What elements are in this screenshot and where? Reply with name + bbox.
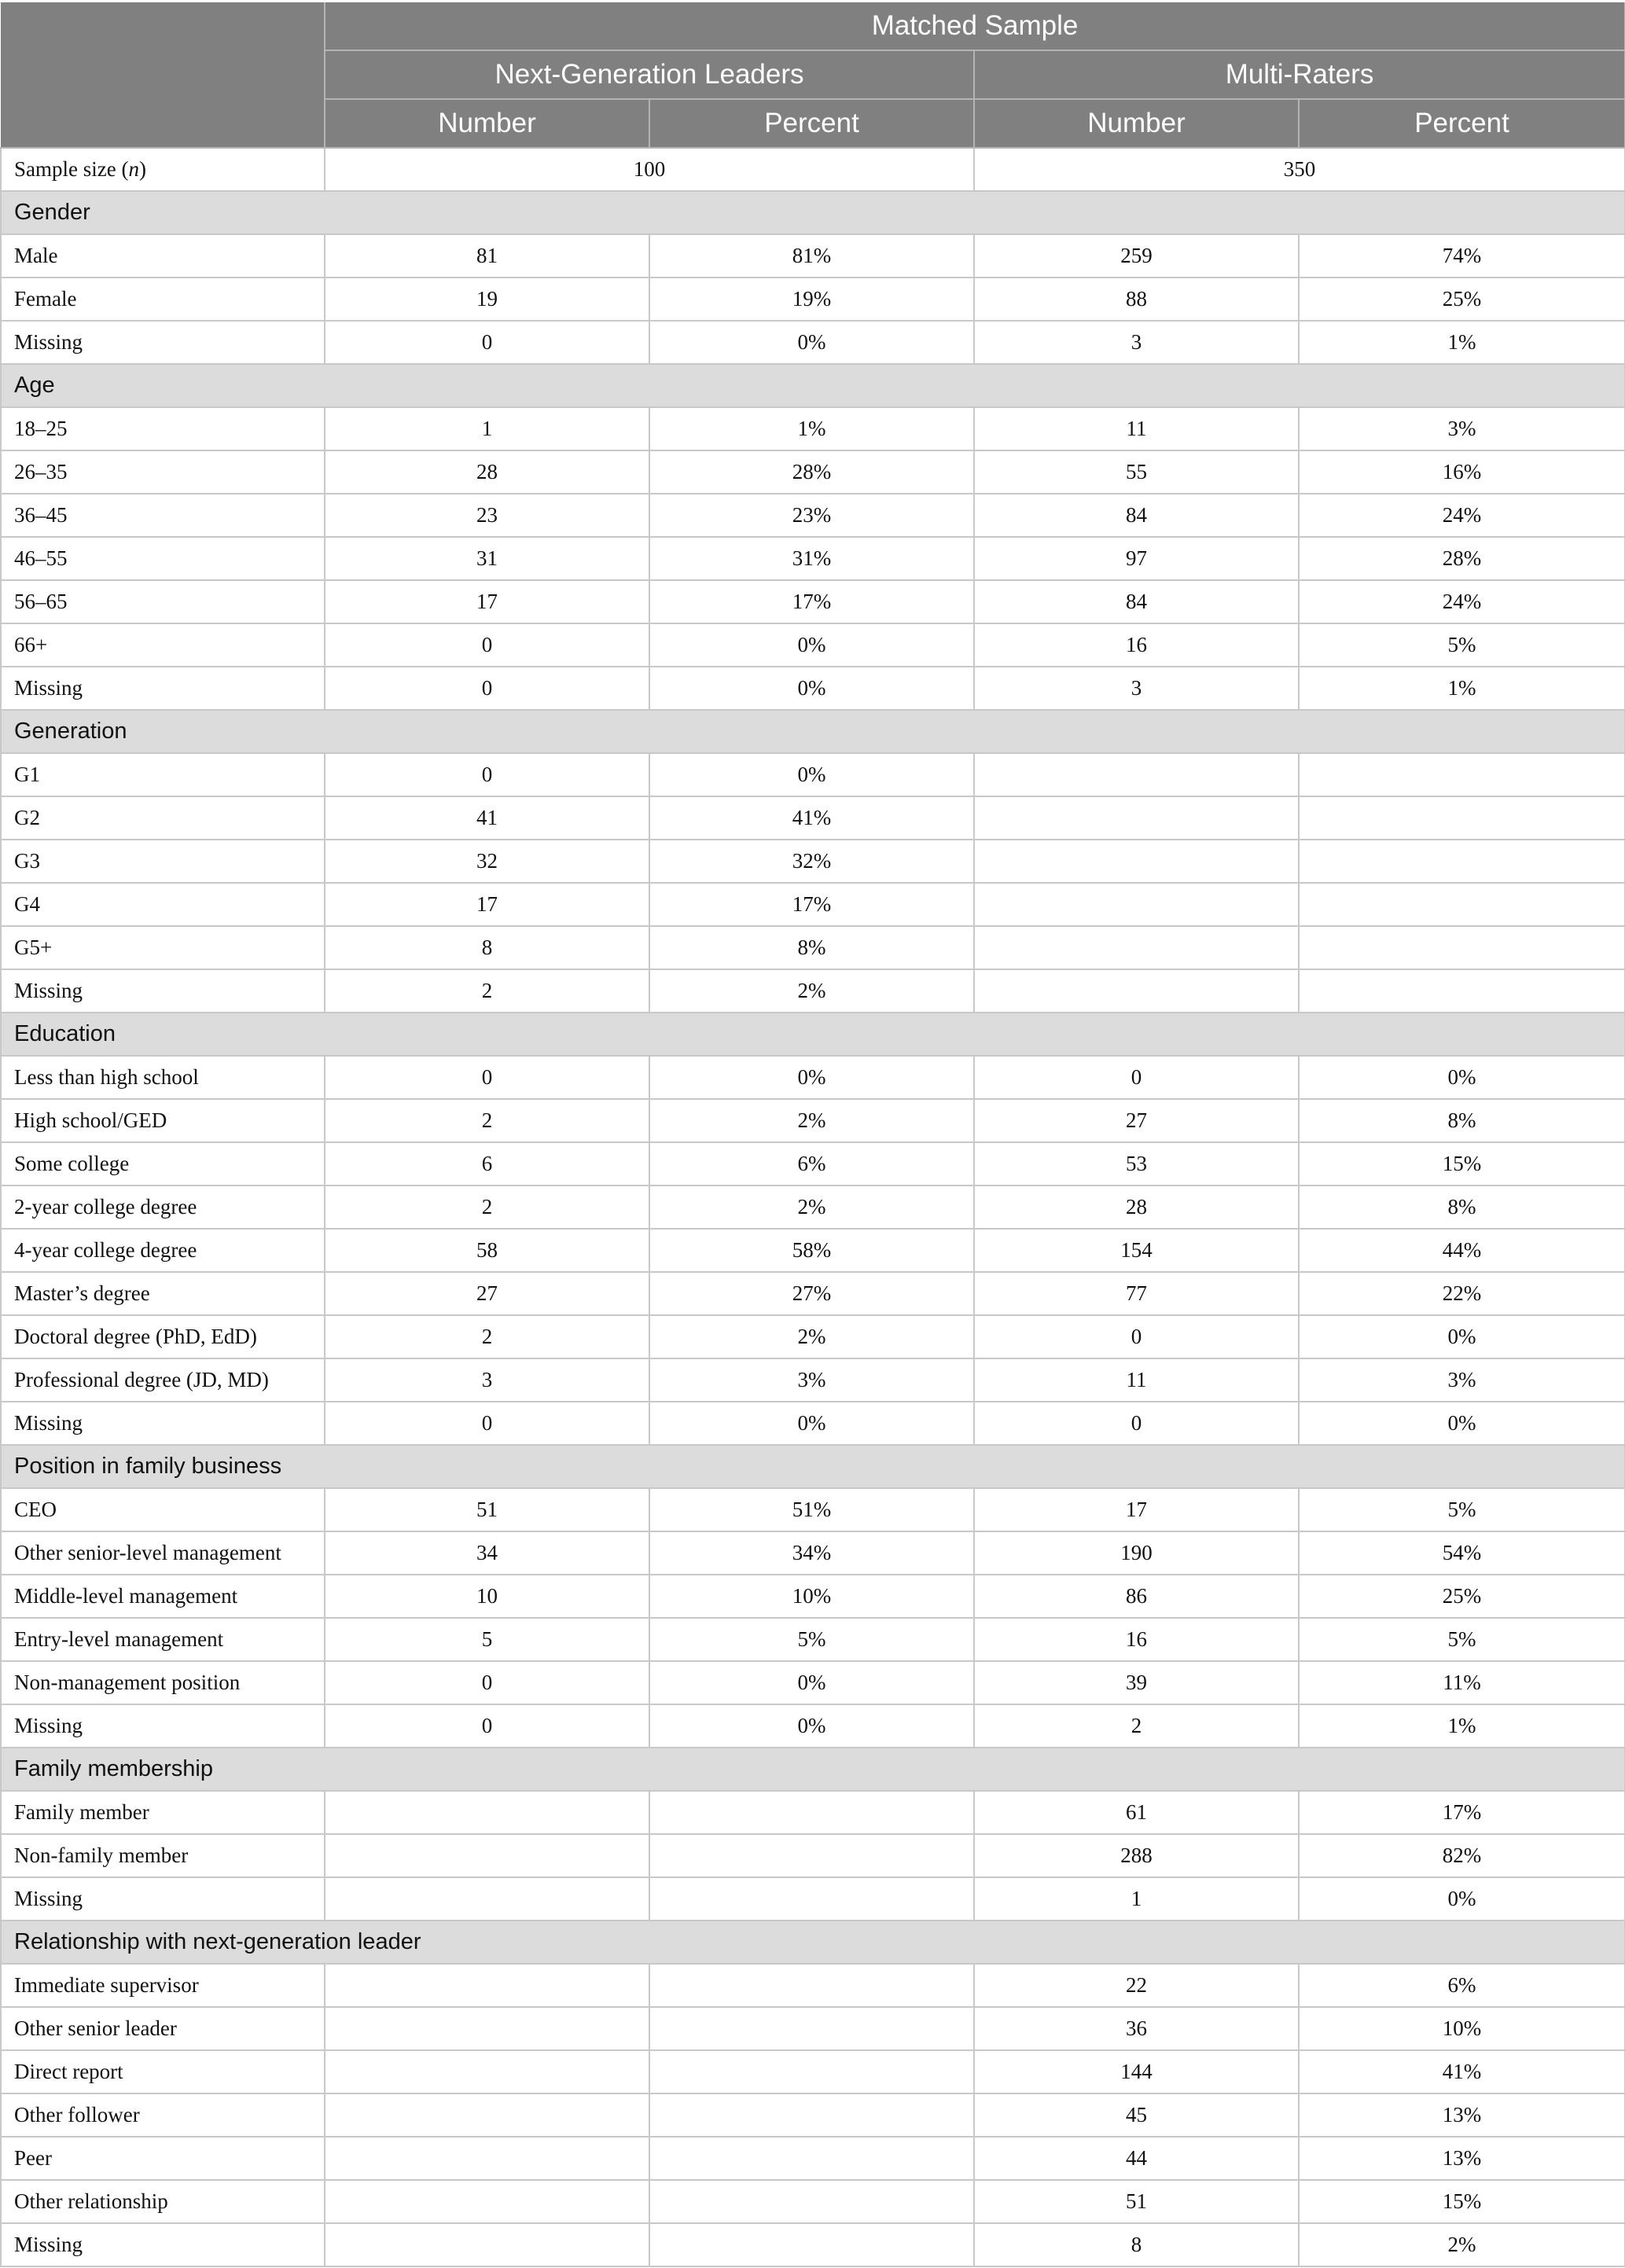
raters-number-cell: 86 bbox=[974, 1575, 1299, 1618]
raters-number-cell: 51 bbox=[974, 2180, 1299, 2223]
row-label: Non-management position bbox=[1, 1661, 325, 1704]
raters-number-cell: 84 bbox=[974, 494, 1299, 537]
leaders-percent-cell bbox=[649, 2180, 974, 2223]
row-label: G4 bbox=[1, 883, 325, 926]
table-row bbox=[1, 1964, 1625, 2007]
raters-percent-cell: 10% bbox=[1299, 2007, 1625, 2050]
raters-percent-cell: 17% bbox=[1299, 1791, 1625, 1834]
leaders-percent-cell: 2% bbox=[649, 969, 974, 1013]
raters-number-cell bbox=[974, 796, 1299, 840]
leaders-percent-cell: 2% bbox=[649, 1315, 974, 1358]
table-row bbox=[1, 1661, 1625, 1704]
row-label: Doctoral degree (PhD, EdD) bbox=[1, 1315, 325, 1358]
raters-number-cell: 288 bbox=[974, 1834, 1299, 1877]
raters-number-cell: 11 bbox=[974, 1358, 1299, 1402]
raters-number-cell bbox=[974, 840, 1299, 883]
table-row bbox=[1, 494, 1625, 537]
sample-size-n: n bbox=[128, 157, 139, 181]
raters-percent-cell: 1% bbox=[1299, 1704, 1625, 1748]
raters-number-cell: 53 bbox=[974, 1142, 1299, 1185]
leaders-percent-cell: 0% bbox=[649, 1402, 974, 1445]
sample-size-label bbox=[1, 148, 325, 191]
raters-percent-cell: 15% bbox=[1299, 1142, 1625, 1185]
row-label: Other follower bbox=[1, 2093, 325, 2137]
raters-number-cell: 84 bbox=[974, 580, 1299, 623]
table-row bbox=[1, 2223, 1625, 2266]
section-header-row bbox=[1, 1748, 1625, 1791]
raters-percent-cell: 5% bbox=[1299, 1618, 1625, 1661]
leaders-number-cell: 32 bbox=[325, 840, 649, 883]
leaders-number-cell: 10 bbox=[325, 1575, 649, 1618]
leaders-percent-cell: 41% bbox=[649, 796, 974, 840]
leaders-percent-cell: 1% bbox=[649, 407, 974, 450]
section-title: Age bbox=[1, 364, 1625, 407]
raters-percent-cell: 41% bbox=[1299, 2050, 1625, 2093]
leaders-percent-cell: 31% bbox=[649, 537, 974, 580]
leaders-number-cell: 58 bbox=[325, 1229, 649, 1272]
row-label: Missing bbox=[1, 1877, 325, 1921]
raters-number-cell: 45 bbox=[974, 2093, 1299, 2137]
section-header-row bbox=[1, 1013, 1625, 1056]
section-title: Gender bbox=[1, 191, 1625, 234]
row-label: Some college bbox=[1, 1142, 325, 1185]
raters-percent-cell: 0% bbox=[1299, 1877, 1625, 1921]
raters-percent-cell: 44% bbox=[1299, 1229, 1625, 1272]
leaders-percent-cell: 2% bbox=[649, 1099, 974, 1142]
row-label: 66+ bbox=[1, 623, 325, 667]
section-title: Generation bbox=[1, 710, 1625, 753]
raters-percent-cell: 13% bbox=[1299, 2137, 1625, 2180]
leaders-percent-cell: 0% bbox=[649, 1056, 974, 1099]
raters-percent-cell: 16% bbox=[1299, 450, 1625, 494]
row-label: High school/GED bbox=[1, 1099, 325, 1142]
raters-percent-cell: 15% bbox=[1299, 2180, 1625, 2223]
table-row bbox=[1, 667, 1625, 710]
header-leaders-percent: Percent bbox=[649, 99, 974, 148]
table-row bbox=[1, 1834, 1625, 1877]
raters-percent-cell: 0% bbox=[1299, 1315, 1625, 1358]
leaders-number-cell: 6 bbox=[325, 1142, 649, 1185]
row-label: Middle-level management bbox=[1, 1575, 325, 1618]
section-title: Position in family business bbox=[1, 1445, 1625, 1488]
row-label: Missing bbox=[1, 1402, 325, 1445]
leaders-percent-cell: 81% bbox=[649, 234, 974, 278]
raters-number-cell: 28 bbox=[974, 1185, 1299, 1229]
raters-percent-cell: 8% bbox=[1299, 1185, 1625, 1229]
leaders-number-cell: 1 bbox=[325, 407, 649, 450]
leaders-number-cell: 0 bbox=[325, 321, 649, 364]
table-row bbox=[1, 1099, 1625, 1142]
raters-percent-cell: 24% bbox=[1299, 580, 1625, 623]
raters-percent-cell: 6% bbox=[1299, 1964, 1625, 2007]
row-label: 26–35 bbox=[1, 450, 325, 494]
leaders-number-cell: 0 bbox=[325, 1704, 649, 1748]
raters-percent-cell: 82% bbox=[1299, 1834, 1625, 1877]
raters-number-cell: 77 bbox=[974, 1272, 1299, 1315]
raters-number-cell: 44 bbox=[974, 2137, 1299, 2180]
table-row bbox=[1, 1531, 1625, 1575]
row-label: Missing bbox=[1, 667, 325, 710]
table-row bbox=[1, 234, 1625, 278]
leaders-percent-cell bbox=[649, 1791, 974, 1834]
raters-number-cell: 11 bbox=[974, 407, 1299, 450]
leaders-percent-cell: 17% bbox=[649, 580, 974, 623]
table-row bbox=[1, 2050, 1625, 2093]
leaders-percent-cell: 32% bbox=[649, 840, 974, 883]
raters-number-cell: 3 bbox=[974, 667, 1299, 710]
raters-number-cell: 190 bbox=[974, 1531, 1299, 1575]
header-leaders-number: Number bbox=[325, 99, 649, 148]
leaders-number-cell: 51 bbox=[325, 1488, 649, 1531]
leaders-percent-cell: 0% bbox=[649, 623, 974, 667]
table-row bbox=[1, 278, 1625, 321]
row-label: Master’s degree bbox=[1, 1272, 325, 1315]
raters-number-cell: 2 bbox=[974, 1704, 1299, 1748]
raters-percent-cell: 28% bbox=[1299, 537, 1625, 580]
leaders-percent-cell bbox=[649, 2093, 974, 2137]
raters-number-cell: 27 bbox=[974, 1099, 1299, 1142]
raters-percent-cell: 25% bbox=[1299, 1575, 1625, 1618]
leaders-number-cell: 23 bbox=[325, 494, 649, 537]
table-row bbox=[1, 840, 1625, 883]
table-row bbox=[1, 2180, 1625, 2223]
leaders-percent-cell bbox=[649, 1877, 974, 1921]
leaders-number-cell: 0 bbox=[325, 753, 649, 796]
leaders-percent-cell: 0% bbox=[649, 1661, 974, 1704]
leaders-percent-cell bbox=[649, 2050, 974, 2093]
row-label: Non-family member bbox=[1, 1834, 325, 1877]
leaders-percent-cell bbox=[649, 2137, 974, 2180]
leaders-number-cell: 34 bbox=[325, 1531, 649, 1575]
row-label: Missing bbox=[1, 1704, 325, 1748]
leaders-number-cell bbox=[325, 2007, 649, 2050]
raters-number-cell: 259 bbox=[974, 234, 1299, 278]
table-row bbox=[1, 2093, 1625, 2137]
raters-percent-cell bbox=[1299, 926, 1625, 969]
leaders-number-cell: 31 bbox=[325, 537, 649, 580]
row-label: 56–65 bbox=[1, 580, 325, 623]
raters-percent-cell bbox=[1299, 969, 1625, 1013]
row-label: Female bbox=[1, 278, 325, 321]
leaders-number-cell bbox=[325, 1964, 649, 2007]
sample-size-prefix: Sample size ( bbox=[14, 157, 129, 181]
raters-number-cell: 8 bbox=[974, 2223, 1299, 2266]
table-row bbox=[1, 537, 1625, 580]
leaders-number-cell bbox=[325, 1834, 649, 1877]
header-multi-raters: Multi-Raters bbox=[974, 50, 1625, 99]
row-label: Male bbox=[1, 234, 325, 278]
header-matched-sample: Matched Sample bbox=[325, 2, 1625, 50]
leaders-number-cell: 2 bbox=[325, 1099, 649, 1142]
table-row bbox=[1, 926, 1625, 969]
raters-number-cell bbox=[974, 753, 1299, 796]
raters-number-cell: 61 bbox=[974, 1791, 1299, 1834]
row-label: Other senior leader bbox=[1, 2007, 325, 2050]
leaders-percent-cell: 3% bbox=[649, 1358, 974, 1402]
table-row bbox=[1, 883, 1625, 926]
table-row bbox=[1, 580, 1625, 623]
raters-percent-cell bbox=[1299, 796, 1625, 840]
row-label: G3 bbox=[1, 840, 325, 883]
leaders-number-cell bbox=[325, 2050, 649, 2093]
row-label: 4-year college degree bbox=[1, 1229, 325, 1272]
raters-percent-cell: 8% bbox=[1299, 1099, 1625, 1142]
leaders-percent-cell bbox=[649, 1834, 974, 1877]
sample-size-suffix: ) bbox=[138, 157, 146, 181]
leaders-number-cell: 2 bbox=[325, 1315, 649, 1358]
leaders-percent-cell bbox=[649, 2223, 974, 2266]
raters-number-cell: 88 bbox=[974, 278, 1299, 321]
raters-percent-cell: 54% bbox=[1299, 1531, 1625, 1575]
raters-percent-cell: 5% bbox=[1299, 1488, 1625, 1531]
leaders-number-cell: 17 bbox=[325, 580, 649, 623]
leaders-percent-cell: 51% bbox=[649, 1488, 974, 1531]
leaders-number-cell: 2 bbox=[325, 1185, 649, 1229]
table-row bbox=[1, 1402, 1625, 1445]
leaders-number-cell: 17 bbox=[325, 883, 649, 926]
raters-number-cell: 1 bbox=[974, 1877, 1299, 1921]
demographics-table bbox=[0, 2, 1625, 2267]
leaders-number-cell: 3 bbox=[325, 1358, 649, 1402]
leaders-percent-cell: 10% bbox=[649, 1575, 974, 1618]
leaders-number-cell: 2 bbox=[325, 969, 649, 1013]
section-title: Relationship with next-generation leader bbox=[1, 1921, 1625, 1964]
section-header-row bbox=[1, 191, 1625, 234]
leaders-number-cell bbox=[325, 2180, 649, 2223]
table-row bbox=[1, 407, 1625, 450]
raters-number-cell: 154 bbox=[974, 1229, 1299, 1272]
raters-number-cell bbox=[974, 926, 1299, 969]
leaders-number-cell: 8 bbox=[325, 926, 649, 969]
leaders-percent-cell: 6% bbox=[649, 1142, 974, 1185]
row-label: CEO bbox=[1, 1488, 325, 1531]
raters-percent-cell: 3% bbox=[1299, 1358, 1625, 1402]
row-label: Missing bbox=[1, 2223, 325, 2266]
leaders-percent-cell: 34% bbox=[649, 1531, 974, 1575]
table-row bbox=[1, 623, 1625, 667]
raters-percent-cell: 24% bbox=[1299, 494, 1625, 537]
leaders-percent-cell bbox=[649, 1964, 974, 2007]
leaders-number-cell bbox=[325, 2137, 649, 2180]
table-row bbox=[1, 1056, 1625, 1099]
leaders-number-cell: 0 bbox=[325, 1056, 649, 1099]
raters-percent-cell: 2% bbox=[1299, 2223, 1625, 2266]
raters-percent-cell: 1% bbox=[1299, 667, 1625, 710]
leaders-percent-cell: 5% bbox=[649, 1618, 974, 1661]
leaders-number-cell bbox=[325, 1791, 649, 1834]
section-title: Family membership bbox=[1, 1748, 1625, 1791]
row-label: Direct report bbox=[1, 2050, 325, 2093]
table-row bbox=[1, 1575, 1625, 1618]
leaders-number-cell: 19 bbox=[325, 278, 649, 321]
table-row bbox=[1, 1488, 1625, 1531]
raters-number-cell: 16 bbox=[974, 1618, 1299, 1661]
raters-percent-cell: 5% bbox=[1299, 623, 1625, 667]
table-row bbox=[1, 1618, 1625, 1661]
sample-size-raters: 350 bbox=[974, 148, 1625, 191]
leaders-number-cell: 0 bbox=[325, 1402, 649, 1445]
leaders-number-cell: 0 bbox=[325, 623, 649, 667]
table-row bbox=[1, 2137, 1625, 2180]
row-label: 36–45 bbox=[1, 494, 325, 537]
leaders-number-cell: 81 bbox=[325, 234, 649, 278]
raters-percent-cell bbox=[1299, 883, 1625, 926]
raters-percent-cell: 13% bbox=[1299, 2093, 1625, 2137]
table-row bbox=[1, 1358, 1625, 1402]
leaders-percent-cell: 0% bbox=[649, 321, 974, 364]
leaders-number-cell: 0 bbox=[325, 1661, 649, 1704]
header-stub bbox=[1, 2, 325, 148]
table-row bbox=[1, 753, 1625, 796]
leaders-percent-cell: 23% bbox=[649, 494, 974, 537]
table-row bbox=[1, 969, 1625, 1013]
raters-number-cell: 22 bbox=[974, 1964, 1299, 2007]
raters-percent-cell: 0% bbox=[1299, 1402, 1625, 1445]
raters-percent-cell: 74% bbox=[1299, 234, 1625, 278]
raters-percent-cell bbox=[1299, 753, 1625, 796]
table-row bbox=[1, 321, 1625, 364]
table-row bbox=[1, 796, 1625, 840]
row-label: Other senior-level management bbox=[1, 1531, 325, 1575]
raters-number-cell bbox=[974, 883, 1299, 926]
leaders-percent-cell: 27% bbox=[649, 1272, 974, 1315]
header-raters-number: Number bbox=[974, 99, 1299, 148]
raters-percent-cell: 3% bbox=[1299, 407, 1625, 450]
table-row bbox=[1, 1791, 1625, 1834]
leaders-number-cell bbox=[325, 1877, 649, 1921]
leaders-number-cell: 5 bbox=[325, 1618, 649, 1661]
section-header-row bbox=[1, 1921, 1625, 1964]
row-label: Less than high school bbox=[1, 1056, 325, 1099]
raters-number-cell: 0 bbox=[974, 1402, 1299, 1445]
row-label: Immediate supervisor bbox=[1, 1964, 325, 2007]
table-row bbox=[1, 450, 1625, 494]
row-label: 2-year college degree bbox=[1, 1185, 325, 1229]
row-label: G2 bbox=[1, 796, 325, 840]
row-label: Missing bbox=[1, 321, 325, 364]
table-row bbox=[1, 1877, 1625, 1921]
header-next-generation-leaders: Next-Generation Leaders bbox=[325, 50, 974, 99]
table-header bbox=[1, 2, 1625, 148]
leaders-percent-cell: 2% bbox=[649, 1185, 974, 1229]
table-row bbox=[1, 1704, 1625, 1748]
leaders-percent-cell: 0% bbox=[649, 1704, 974, 1748]
section-header-row bbox=[1, 364, 1625, 407]
leaders-number-cell: 0 bbox=[325, 667, 649, 710]
row-label: Other relationship bbox=[1, 2180, 325, 2223]
table-row bbox=[1, 1229, 1625, 1272]
raters-number-cell: 36 bbox=[974, 2007, 1299, 2050]
raters-percent-cell: 11% bbox=[1299, 1661, 1625, 1704]
table-body bbox=[1, 148, 1625, 2266]
leaders-percent-cell: 0% bbox=[649, 753, 974, 796]
raters-percent-cell: 22% bbox=[1299, 1272, 1625, 1315]
raters-percent-cell: 25% bbox=[1299, 278, 1625, 321]
table-row bbox=[1, 1142, 1625, 1185]
row-label: Peer bbox=[1, 2137, 325, 2180]
leaders-percent-cell: 19% bbox=[649, 278, 974, 321]
leaders-number-cell bbox=[325, 2093, 649, 2137]
leaders-percent-cell: 0% bbox=[649, 667, 974, 710]
row-label: G5+ bbox=[1, 926, 325, 969]
table-row bbox=[1, 1315, 1625, 1358]
leaders-number-cell: 27 bbox=[325, 1272, 649, 1315]
raters-percent-cell: 1% bbox=[1299, 321, 1625, 364]
leaders-percent-cell: 28% bbox=[649, 450, 974, 494]
leaders-percent-cell bbox=[649, 2007, 974, 2050]
sample-size-row bbox=[1, 148, 1625, 191]
row-label: Family member bbox=[1, 1791, 325, 1834]
raters-number-cell: 55 bbox=[974, 450, 1299, 494]
raters-number-cell: 3 bbox=[974, 321, 1299, 364]
table-row bbox=[1, 1185, 1625, 1229]
raters-percent-cell: 0% bbox=[1299, 1056, 1625, 1099]
leaders-number-cell bbox=[325, 2223, 649, 2266]
raters-number-cell: 17 bbox=[974, 1488, 1299, 1531]
header-raters-percent: Percent bbox=[1299, 99, 1625, 148]
section-title: Education bbox=[1, 1013, 1625, 1056]
raters-percent-cell bbox=[1299, 840, 1625, 883]
sample-size-leaders: 100 bbox=[325, 148, 974, 191]
raters-number-cell: 16 bbox=[974, 623, 1299, 667]
raters-number-cell: 144 bbox=[974, 2050, 1299, 2093]
leaders-number-cell: 28 bbox=[325, 450, 649, 494]
section-header-row bbox=[1, 1445, 1625, 1488]
leaders-number-cell: 41 bbox=[325, 796, 649, 840]
raters-number-cell: 39 bbox=[974, 1661, 1299, 1704]
row-label: 18–25 bbox=[1, 407, 325, 450]
raters-number-cell: 0 bbox=[974, 1315, 1299, 1358]
row-label: Professional degree (JD, MD) bbox=[1, 1358, 325, 1402]
raters-number-cell: 97 bbox=[974, 537, 1299, 580]
section-header-row bbox=[1, 710, 1625, 753]
raters-number-cell: 0 bbox=[974, 1056, 1299, 1099]
row-label: G1 bbox=[1, 753, 325, 796]
leaders-percent-cell: 17% bbox=[649, 883, 974, 926]
row-label: Missing bbox=[1, 969, 325, 1013]
raters-number-cell bbox=[974, 969, 1299, 1013]
leaders-percent-cell: 58% bbox=[649, 1229, 974, 1272]
row-label: Entry-level management bbox=[1, 1618, 325, 1661]
table-row bbox=[1, 2007, 1625, 2050]
leaders-percent-cell: 8% bbox=[649, 926, 974, 969]
row-label: 46–55 bbox=[1, 537, 325, 580]
table-row bbox=[1, 1272, 1625, 1315]
